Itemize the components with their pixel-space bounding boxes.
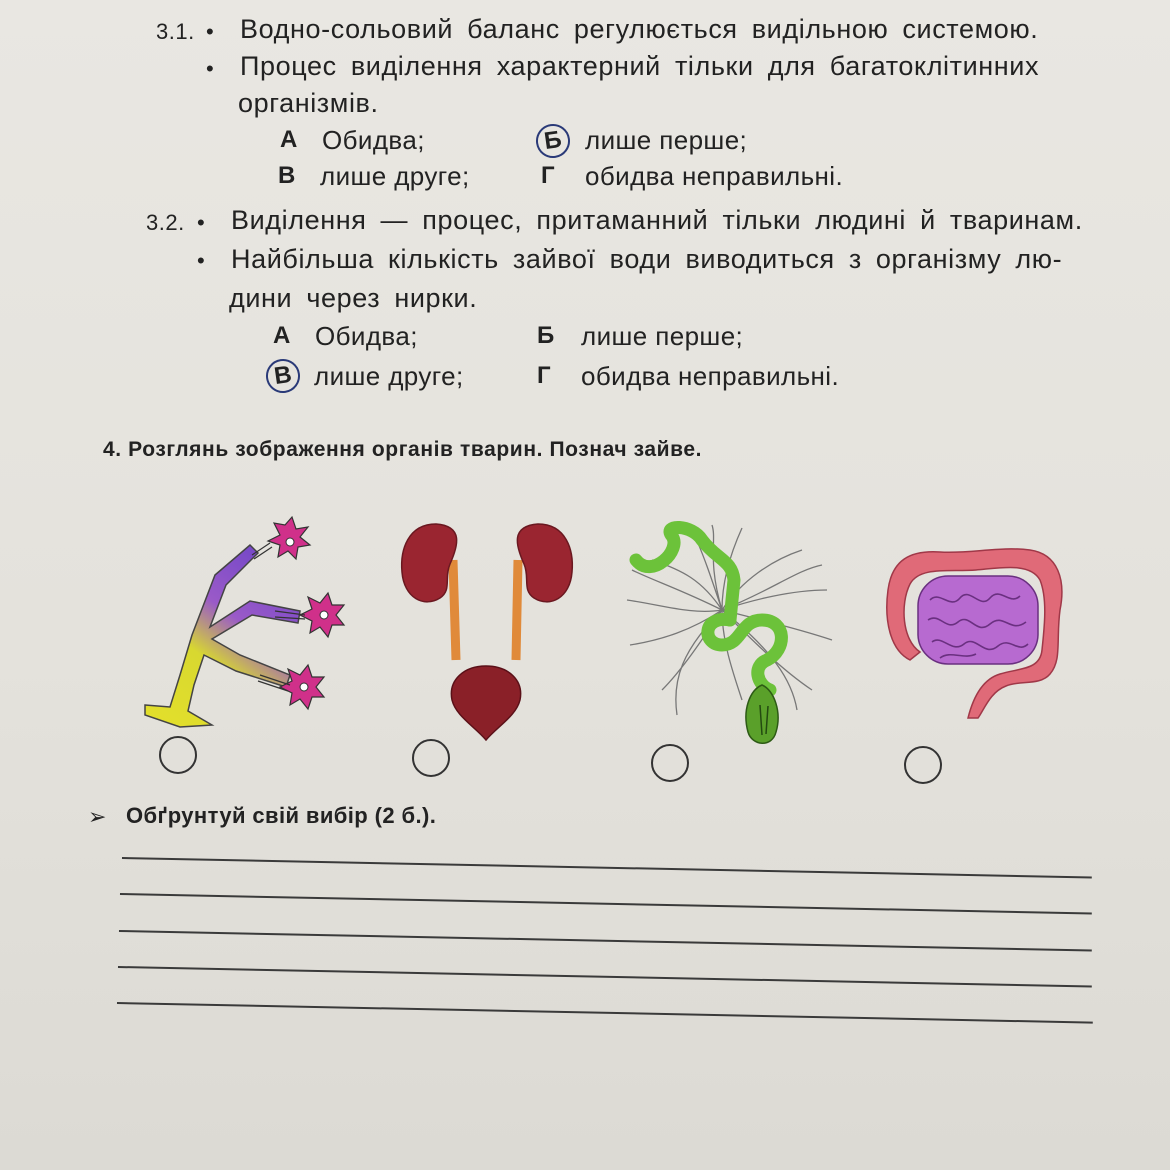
q31-statement-2-cont: організмів. (238, 88, 379, 118)
answer-line-1[interactable] (122, 857, 1092, 878)
q32-option-b-text: лише перше; (581, 321, 744, 351)
q32-option-a-letter[interactable]: А (273, 322, 291, 349)
malpighian-tubules-image (622, 520, 837, 755)
q31-option-a-letter[interactable]: А (280, 126, 298, 153)
arrow-bullet-icon: ➢ (88, 804, 107, 829)
q32-option-g-text: обидва неправильні. (581, 361, 840, 391)
q32-statement-1: Виділення — процес, притаманний тільки людині й тваринам. (231, 205, 1083, 235)
choice-circle-3[interactable] (651, 744, 689, 782)
q32-statement-2: Найбільша кількість зайвої води виводиться з організму лю- (231, 244, 1063, 274)
q31-option-g-letter[interactable]: Г (541, 162, 555, 189)
task4-title: 4. Розглянь зображення органів тварин. Познач зайве. (103, 438, 703, 461)
answer-line-3[interactable] (119, 930, 1092, 952)
pen-circle-mark: Б (534, 122, 572, 160)
q32-number: 3.2. (146, 210, 185, 235)
q31-option-v-letter[interactable]: В (278, 162, 296, 189)
q32-option-v-letter[interactable] (271, 359, 300, 393)
intestine-image (880, 540, 1070, 720)
q31-bullet-1: • (206, 19, 214, 44)
q31-number: 3.1. (156, 19, 195, 44)
q32-option-g-letter[interactable]: Г (537, 362, 551, 389)
answer-line-2[interactable] (120, 893, 1092, 915)
q32-option-b-letter[interactable]: Б (537, 322, 555, 349)
q32-option-a-text: Обидва; (315, 321, 418, 351)
q32-bullet-2: • (197, 248, 205, 273)
answer-line-5[interactable] (117, 1002, 1093, 1024)
protonephridia-image (140, 515, 350, 735)
q31-option-b-letter[interactable] (541, 124, 570, 158)
q32-statement-2-cont: дини через нирки. (229, 283, 478, 313)
choice-circle-1[interactable] (159, 736, 197, 774)
choice-circle-2[interactable] (412, 739, 450, 777)
pen-circle-mark: В (264, 357, 302, 395)
q31-option-v-text: лише друге; (320, 161, 470, 191)
q32-bullet-1: • (197, 210, 205, 235)
q31-statement-2: Процес виділення характерний тільки для багатоклітинних (240, 51, 1040, 81)
q31-statement-1: Водно-сольовий баланс регулюється видільною системою. (240, 14, 1039, 44)
q32-option-v-text: лише друге; (314, 361, 464, 391)
q31-bullet-2: • (206, 56, 214, 81)
kidneys-image (398, 520, 578, 745)
justify-label: Обґрунтуй свій вибір (2 б.). (126, 803, 437, 828)
q31-option-b-text: лише перше; (585, 125, 748, 155)
q31-option-g-text: обидва неправильні. (585, 161, 844, 191)
q31-option-a-text: Обидва; (322, 125, 425, 155)
answer-line-4[interactable] (118, 966, 1092, 988)
choice-circle-4[interactable] (904, 746, 942, 784)
